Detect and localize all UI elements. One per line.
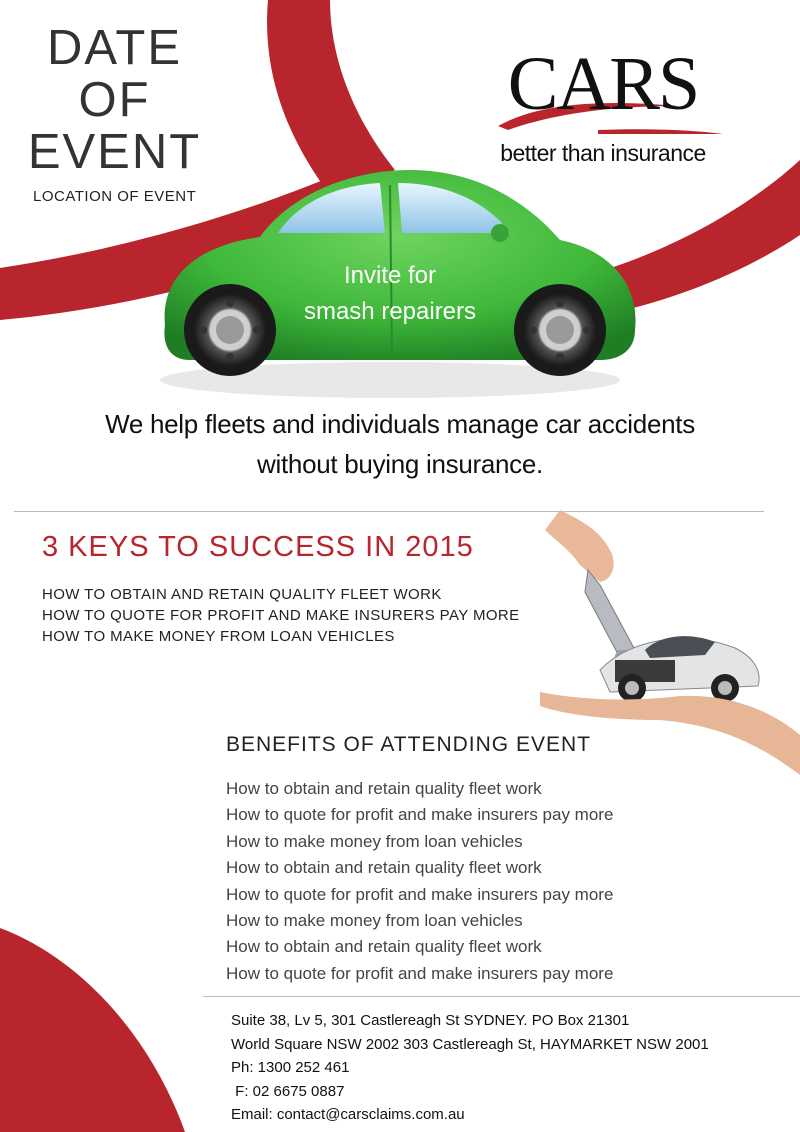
contact-address-line: World Square NSW 2002 303 Castlereagh St, HAYMARKET NSW 2001 <box>231 1035 709 1053</box>
value-proposition-line-2: without buying insurance. <box>257 449 543 479</box>
section-divider-bottom <box>203 996 800 997</box>
contact-address-line: Suite 38, Lv 5, 301 Castlereagh St SYDNEY. PO Box 21301 <box>231 1012 630 1029</box>
benefits-list <box>226 776 613 987</box>
logo-wordmark: CARS <box>507 42 699 126</box>
invite-line-2: smash repairers <box>303 298 477 325</box>
benefit-item: How to obtain and retain quality fleet work <box>226 937 542 957</box>
key-item: HOW TO OBTAIN AND RETAIN QUALITY FLEET WORK <box>42 586 442 603</box>
key-item: HOW TO QUOTE FOR PROFIT AND MAKE INSURERS PAY MORE <box>42 607 520 624</box>
benefit-item: How to quote for profit and make insurers pay more <box>226 884 614 904</box>
event-date-heading <box>22 22 207 178</box>
key-item: HOW TO MAKE MONEY FROM LOAN VEHICLES <box>42 628 395 645</box>
logo-tagline: better than insurance <box>500 140 706 166</box>
date-line-3: EVENT <box>27 125 202 179</box>
contact-details <box>231 1009 709 1127</box>
benefit-item: How to quote for profit and make insurers pay more <box>226 963 614 983</box>
ribbon-bottom-corner <box>0 928 185 1132</box>
contact-phone: Ph: 1300 252 461 <box>231 1059 350 1076</box>
event-location: LOCATION OF EVENT <box>33 188 197 205</box>
benefit-item: How to quote for profit and make insurers pay more <box>226 805 614 825</box>
invite-line-1: Invite for <box>343 262 437 289</box>
date-line-2: OF <box>78 73 151 127</box>
benefit-item: How to make money from loan vehicles <box>226 911 523 931</box>
value-proposition <box>30 404 770 484</box>
invite-text <box>280 258 500 330</box>
contact-email[interactable]: Email: contact@carsclaims.com.au <box>231 1106 465 1123</box>
cars-logo <box>478 44 728 169</box>
benefit-item: How to make money from loan vehicles <box>226 831 523 851</box>
contact-fax: F: 02 6675 0887 <box>231 1082 345 1100</box>
value-proposition-line-1: We help fleets and individuals manage car accidents <box>105 409 695 439</box>
benefits-title: BENEFITS OF ATTENDING EVENT <box>226 733 591 756</box>
date-line-1: DATE <box>46 21 183 75</box>
benefit-item: How to obtain and retain quality fleet work <box>226 858 542 878</box>
benefit-item: How to obtain and retain quality fleet work <box>226 779 542 798</box>
keys-title: 3 KEYS TO SUCCESS IN 2015 <box>42 531 474 563</box>
keys-list <box>42 584 520 647</box>
